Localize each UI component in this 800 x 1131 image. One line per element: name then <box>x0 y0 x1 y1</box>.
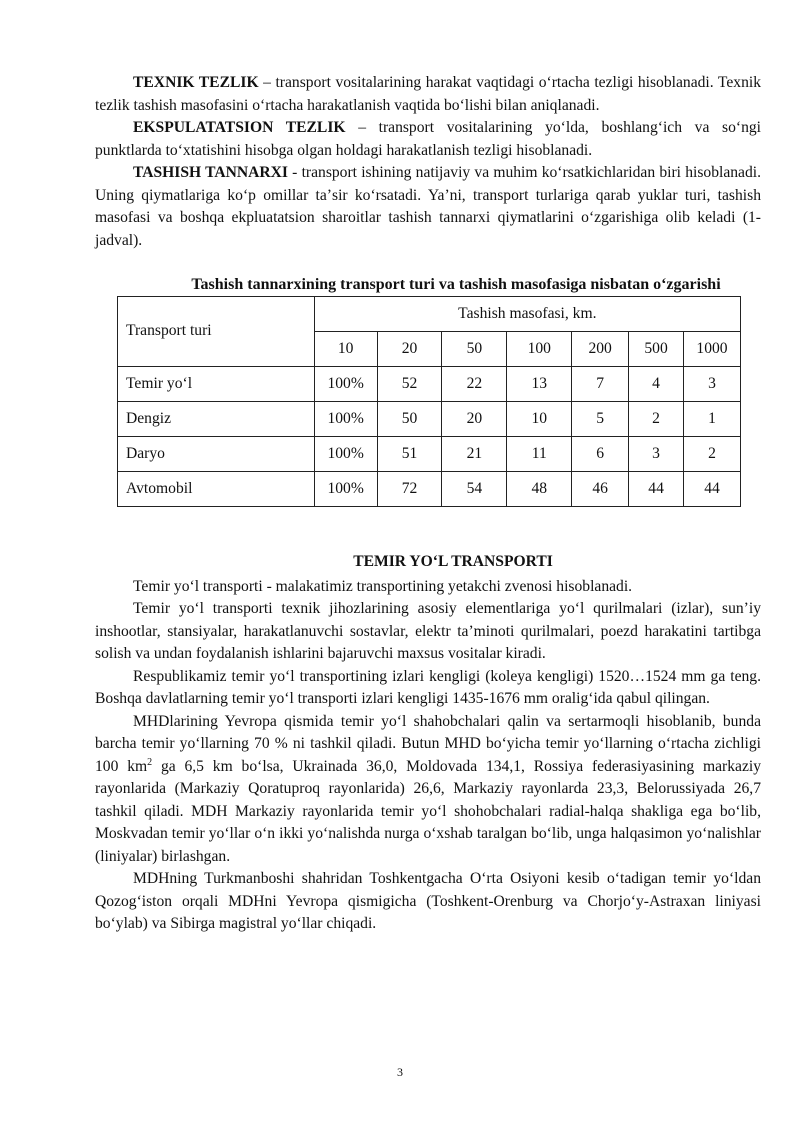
distance-cell: 10 <box>314 332 377 367</box>
table-cell: 20 <box>442 402 507 437</box>
table-cell: 54 <box>442 472 507 507</box>
table-cell: 1 <box>684 402 741 437</box>
table-cell: 44 <box>629 472 684 507</box>
distance-cell: 100 <box>507 332 572 367</box>
table-row <box>118 402 741 437</box>
table-cell: 22 <box>442 367 507 402</box>
table-cell: 6 <box>572 437 629 472</box>
table-cell: 3 <box>629 437 684 472</box>
paragraph-ekspluatatsion-tezlik <box>95 117 761 162</box>
table-cell: 3 <box>684 367 741 402</box>
paragraph: Temir yoʻl transporti - malakatimiz transportining yetakchi zvenosi hisoblanadi. <box>133 577 633 595</box>
table-cell: 44 <box>684 472 741 507</box>
distance-cell: 1000 <box>684 332 741 367</box>
document-page <box>95 72 761 936</box>
paragraph-texnik-tezlik <box>95 72 761 117</box>
distance-cell: 500 <box>629 332 684 367</box>
distance-cell: 50 <box>442 332 507 367</box>
row-label: Daryo <box>118 437 315 472</box>
table-cell: 50 <box>377 402 442 437</box>
table-cell: 51 <box>377 437 442 472</box>
distance-cell: 200 <box>572 332 629 367</box>
table-cell: 72 <box>377 472 442 507</box>
paragraph-text: MHDlarining Yevropa qismida temir yoʻl shahobchalari qalin va sertarmoqli hisoblanib, bunda barcha temir yoʻllarning 70 % ni tashkil qiladi. Butun MHD boʻyicha temir yoʻllarning oʻrtacha zichligi 100 km <box>95 712 761 775</box>
term-tashish-tannarxi: TASHISH TANNARXI <box>133 164 288 181</box>
header-transport-type: Transport turi <box>118 297 315 367</box>
table-cell: 46 <box>572 472 629 507</box>
section-heading: TEMIR YOʻL TRANSPORTI <box>353 553 553 570</box>
table-cell: 7 <box>572 367 629 402</box>
table-cell: 11 <box>507 437 572 472</box>
table-cell: 52 <box>377 367 442 402</box>
page-number: 3 <box>397 1065 403 1079</box>
paragraph-text: – transport vositalarining yoʻlda, boshlangʻich va soʻngi punktlarda toʻxtatishini hisobga olgan holdagi harakatlanish tezligi hisoblanadi. <box>95 119 761 159</box>
table-cell: 10 <box>507 402 572 437</box>
table-caption: Tashish tannarxining transport turi va tashish masofasiga nisbatan oʻzgarishi <box>191 276 721 293</box>
paragraph-tashish-tannarxi <box>95 162 761 252</box>
paragraph <box>95 711 761 869</box>
row-label: Avtomobil <box>118 472 315 507</box>
table-cell: 48 <box>507 472 572 507</box>
paragraph: Temir yoʻl transporti texnik jihozlarining asosiy elementlariga yoʻl qurilmalari (izlar), sunʼiy inshootlar, stansiyalar, harakatlanuvchi sostavlar, elektr taʼminoti qurilmalari, poezd harakatini tartibga solish va undan foydalanish ishlarini bajaruvchi maxsus vositalar kiradi. <box>95 600 761 662</box>
table-cell: 4 <box>629 367 684 402</box>
paragraph-text: - transport ishining natijaviy va muhim koʻrsatkichlaridan biri hisoblanadi. Uning qiymatlariga koʻp omillar taʼsir koʻrsatadi. Yaʼni, transport turlariga qarab yuklar turi, tashish masofasi va boshqa ekpluatatsion sharoitlar tashish tannarxi qiymatlarini oʻzgarishiga olib keladi (1-jadval). <box>95 164 761 249</box>
paragraph-text: ga 6,5 km boʻlsa, Ukrainada 36,0, Moldovada 134,1, Rossiya federasiyasining markaziy rayonlarida (Markaziy Qoratuproq rayonlarida) 26,6, Markaziy rayonlarda 23,3, Belorussiyada 26,7 tashkil qiladi. MDH Markaziy rayonlarida temir yoʻl shohobchalari radial-halqa shakliga ega boʻlib, Moskvadan temir yoʻllar oʻn ikki yoʻnalishda nurga oʻxshab taralgan boʻlib, unga halqasimon yoʻnalishlar (liniyalar) birlashgan. <box>95 757 761 865</box>
row-label: Dengiz <box>118 402 315 437</box>
term-texnik-tezlik: TEXNIK TEZLIK <box>133 74 259 91</box>
paragraph: Respublikamiz temir yoʻl transportining izlari kengligi (koleya kengligi) 1520…1524 mm ga teng. Boshqa davlatlarning temir yoʻl transporti izlari kengligi 1435-1676 mm oraligʻida qabul qilingan. <box>95 667 761 707</box>
table-cell: 100% <box>314 402 377 437</box>
row-label: Temir yoʻl <box>118 367 315 402</box>
cost-table <box>117 296 741 507</box>
header-distance: Tashish masofasi, km. <box>314 297 740 332</box>
table-row <box>118 472 741 507</box>
table-cell: 13 <box>507 367 572 402</box>
distance-cell: 20 <box>377 332 442 367</box>
table-row <box>118 437 741 472</box>
table-cell: 100% <box>314 367 377 402</box>
table-cell: 100% <box>314 437 377 472</box>
table-cell: 2 <box>629 402 684 437</box>
term-ekspluatatsion-tezlik: EKSPULATATSION TEZLIK <box>133 119 346 136</box>
table-row <box>118 367 741 402</box>
table-cell: 21 <box>442 437 507 472</box>
paragraph-text: – transport vositalarining harakat vaqtidagi oʻrtacha tezligi hisoblanadi. Texnik tezlik tashish masofasini oʻrtacha harakatlanish vaqtida boʻlishi bilan aniqlanadi. <box>95 74 761 114</box>
table-header-row <box>118 297 741 332</box>
paragraph: MDHning Turkmanboshi shahridan Toshkentgacha Oʻrta Osiyoni kesib oʻtadigan temir yoʻldan Qozogʻiston orqali MDHni Yevropa qismigicha (Toshkent-Orenburg va Chorjoʻy-Astraxan liniyasi boʻylab) va Sibirga magistral yoʻllar chiqadi. <box>95 870 761 932</box>
table-cell: 100% <box>314 472 377 507</box>
table-cell: 2 <box>684 437 741 472</box>
superscript: 2 <box>147 756 153 768</box>
table-cell: 5 <box>572 402 629 437</box>
